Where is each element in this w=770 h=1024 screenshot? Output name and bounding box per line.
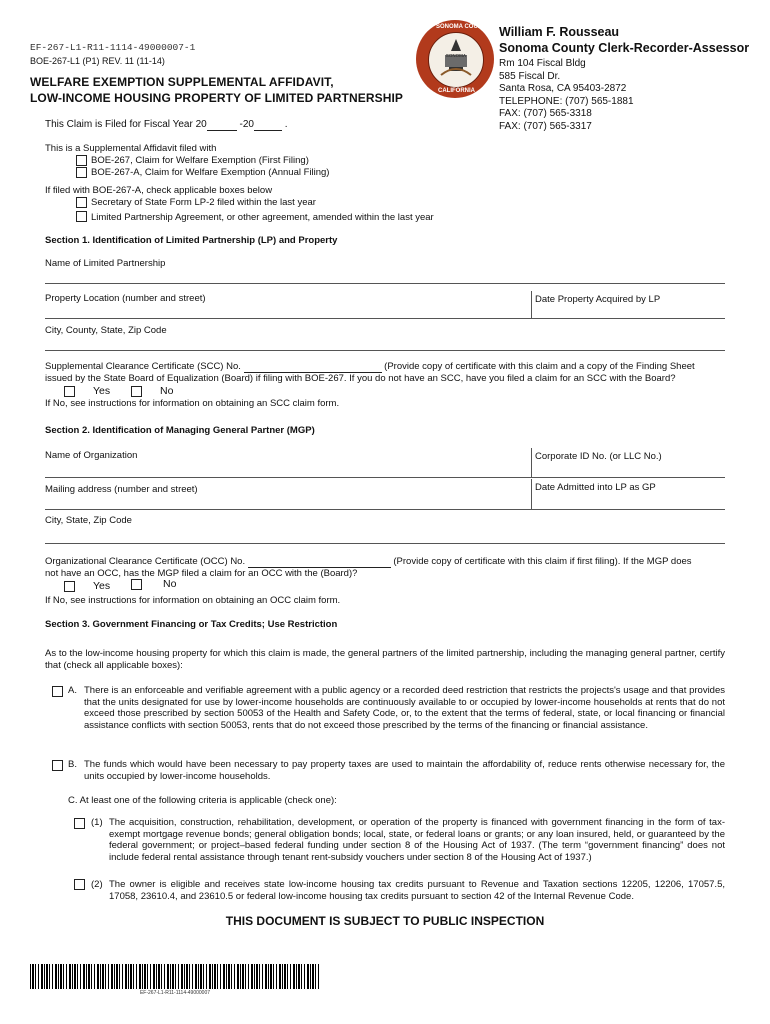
barcode-caption: EF-267-L1-R11-1114-49000007 xyxy=(139,990,211,996)
city-county-field[interactable] xyxy=(45,323,725,349)
occ-yes-checkbox[interactable] xyxy=(64,581,75,592)
scc-label: Supplemental Clearance Certificate (SCC) No. xyxy=(45,361,241,372)
criteria-a-label: A. xyxy=(68,685,77,696)
criteria-b-text: The funds which would have been necessary to pay property taxes are used to maintain the affordability of, reduce rents otherwise necessary for, the units occupied by lower-income households. xyxy=(84,759,725,782)
form-title-line1: WELFARE EXEMPTION SUPPLEMENTAL AFFIDAVIT, xyxy=(30,75,334,89)
section2-heading: Section 2. Identification of Managing General Partner (MGP) xyxy=(45,425,315,436)
fiscal-year-end-field[interactable] xyxy=(254,119,282,131)
scc-no-label: No xyxy=(160,385,174,397)
scc-no-checkbox[interactable] xyxy=(131,386,142,397)
lp-agreement-label: Limited Partnership Agreement, or other agreement, amended within the last year xyxy=(91,212,434,223)
corp-id-field[interactable] xyxy=(533,448,725,476)
mgp-city-field[interactable] xyxy=(45,512,725,542)
scc-number-field[interactable] xyxy=(244,361,382,373)
if-filed-note: If filed with BOE-267-A, check applicable boxes below xyxy=(45,185,273,196)
criteria-b-checkbox[interactable] xyxy=(52,760,63,771)
seal-top-text: SONOMA COUNTY xyxy=(436,24,490,30)
scc-yes-checkbox[interactable] xyxy=(64,386,75,397)
criteria-a-text: There is an enforceable and verifiable agreement with a public agency or a recorded deed restriction that restricts the projects's usage and that provides that the units designated for use by lower-income households are continuously available to or occupied by lower-income households at rents that do not exceed those prescribed by section 50053 of the Health and Safety Code, or, to the extent that the terms of federal, state, or local financing or financial assistance conflicts with section 50053, rents that do not exceed those prescribed by the terms of the financing or financial assistance. xyxy=(84,685,725,731)
occ-if-no: If No, see instructions for information on obtaining an OCC claim form. xyxy=(45,595,341,606)
section3-intro: As to the low-income housing property for which this claim is made, the general partners of the limited partnership, including the managing general partner, certify that (check all applicable boxes): xyxy=(45,648,725,671)
fiscal-year-start-field[interactable] xyxy=(207,119,237,131)
seal-emblem-icon xyxy=(429,33,483,87)
office-telephone: TELEPHONE: (707) 565-1881 xyxy=(499,95,634,107)
org-name-field[interactable] xyxy=(45,448,530,476)
occ-no-checkbox[interactable] xyxy=(131,579,142,590)
property-location-field[interactable] xyxy=(45,291,530,317)
occ-note: (Provide copy of certificate with this claim if first filing). If the MGP does xyxy=(393,556,692,567)
boe267-checkbox[interactable] xyxy=(76,155,87,166)
lp2-label: Secretary of State Form LP-2 filed within the last year xyxy=(91,197,316,208)
fiscal-mid: -20 xyxy=(239,119,254,130)
occ-label: Organizational Clearance Certificate (OCC) No. xyxy=(45,556,246,567)
seal-center-text: SONOMA xyxy=(445,53,467,58)
date-acquired-label: Date Property Acquired by LP xyxy=(535,294,661,305)
lp2-checkbox[interactable] xyxy=(76,197,87,208)
form-barcode xyxy=(30,964,320,989)
boe267a-checkbox[interactable] xyxy=(76,167,87,178)
office-address1: Rm 104 Fiscal Bldg xyxy=(499,58,586,69)
scc-if-no: If No, see instructions for information on obtaining an SCC claim form. xyxy=(45,398,340,409)
assessor-name: William F. Rousseau xyxy=(499,25,620,39)
lp-agreement-checkbox[interactable] xyxy=(76,211,87,222)
scc-line2: issued by the State Board of Equalization (Board) if filing with BOE-267. If you do not have an SCC, have you filed a claim for an SCC with the Board? xyxy=(45,373,676,384)
mailing-address-label: Mailing address (number and street) xyxy=(45,484,198,495)
fiscal-year-line xyxy=(45,119,288,131)
office-fax1: FAX: (707) 565-3318 xyxy=(499,108,592,119)
criteria-c-text: C. At least one of the following criteria is applicable (check one): xyxy=(68,795,337,806)
public-inspection-notice: THIS DOCUMENT IS SUBJECT TO PUBLIC INSPECTION xyxy=(225,914,545,928)
form-code: EF-267-L1-R11-1114-49000007-1 xyxy=(30,42,196,53)
criteria-c1-text: The acquisition, construction, rehabilitation, development, or operation of the property is financed with government financing in the form of tax-exempt mortgage revenue bonds; general obligation bonds; local, state, or federal loans or grants; or any loan insured, held, or guaranteed by the federal government; or project–based federal funding under section 8 of the Housing Act of 1937. (The term “government financing” does not include federal rental assistance through tenant rent-subsidy vouchers under section 8 of the Housing Act of 1937.) xyxy=(109,817,725,863)
section3-heading: Section 3. Government Financing or Tax Credits; Use Restriction xyxy=(45,619,338,630)
office-address-block xyxy=(499,58,634,133)
city-county-label: City, County, State, Zip Code xyxy=(45,325,167,336)
criteria-c1-checkbox[interactable] xyxy=(74,818,85,829)
mgp-city-label: City, State, Zip Code xyxy=(45,515,132,526)
form-title-line2: LOW-INCOME HOUSING PROPERTY OF LIMITED PARTNERSHIP xyxy=(30,91,403,105)
boe267-label: BOE-267, Claim for Welfare Exemption (First Filing) xyxy=(91,155,309,166)
date-admitted-field[interactable] xyxy=(533,480,725,508)
criteria-c2-checkbox[interactable] xyxy=(74,879,85,890)
occ-no-label: No xyxy=(163,578,177,590)
office-address2: 585 Fiscal Dr. xyxy=(499,70,561,82)
criteria-a-checkbox[interactable] xyxy=(52,686,63,697)
office-city: Santa Rosa, CA 95403-2872 xyxy=(499,83,627,94)
fiscal-prefix: This Claim is Filed for Fiscal Year 20 xyxy=(45,119,207,130)
property-location-label: Property Location (number and street) xyxy=(45,293,206,304)
mailing-address-field[interactable] xyxy=(45,480,530,508)
boe267a-label: BOE-267-A, Claim for Welfare Exemption (Annual Filing) xyxy=(91,167,330,178)
county-seal xyxy=(416,20,494,98)
lp-name-label: Name of Limited Partnership xyxy=(45,258,166,269)
form-revision: BOE-267-L1 (P1) REV. 11 (11-14) xyxy=(30,56,165,66)
criteria-c2-label: (2) xyxy=(91,879,103,890)
lp-name-field[interactable] xyxy=(45,257,725,283)
criteria-b-label: B. xyxy=(68,759,77,770)
assessor-title: Sonoma County Clerk-Recorder-Assessor xyxy=(499,41,750,55)
seal-bottom-text: CALIFORNIA xyxy=(438,88,475,94)
occ-number-field[interactable] xyxy=(248,556,391,568)
section1-heading: Section 1. Identification of Limited Partnership (LP) and Property xyxy=(45,235,338,246)
scc-yes-label: Yes xyxy=(93,385,111,397)
date-acquired-field[interactable] xyxy=(533,291,725,317)
corp-id-label: Corporate ID No. (or LLC No.) xyxy=(535,451,662,462)
criteria-c2-text: The owner is eligible and receives state low-income housing tax credits pursuant to Revenue and Taxation sections 12205, 12206, 17057.5, 17058, 23610.4, and 23610.5 or federal low-income housing tax credits pursuant to section 42 of the Internal Revenue Code. xyxy=(109,879,725,902)
fiscal-suffix: . xyxy=(284,119,288,130)
occ-yes-label: Yes xyxy=(93,580,111,592)
occ-line2: not have an OCC, has the MGP filed a claim for an OCC with the (Board)? xyxy=(45,568,358,579)
filing-intro: This is a Supplemental Affidavit filed with xyxy=(45,143,217,154)
occ-line1 xyxy=(45,556,692,568)
date-admitted-label: Date Admitted into LP as GP xyxy=(535,482,656,493)
criteria-c1-label: (1) xyxy=(91,817,103,828)
scc-line1 xyxy=(45,361,695,373)
scc-note: (Provide copy of certificate with this claim and a copy of the Finding Sheet xyxy=(384,361,695,372)
org-name-label: Name of Organization xyxy=(45,450,138,461)
office-fax2: FAX: (707) 565-3317 xyxy=(499,120,592,132)
